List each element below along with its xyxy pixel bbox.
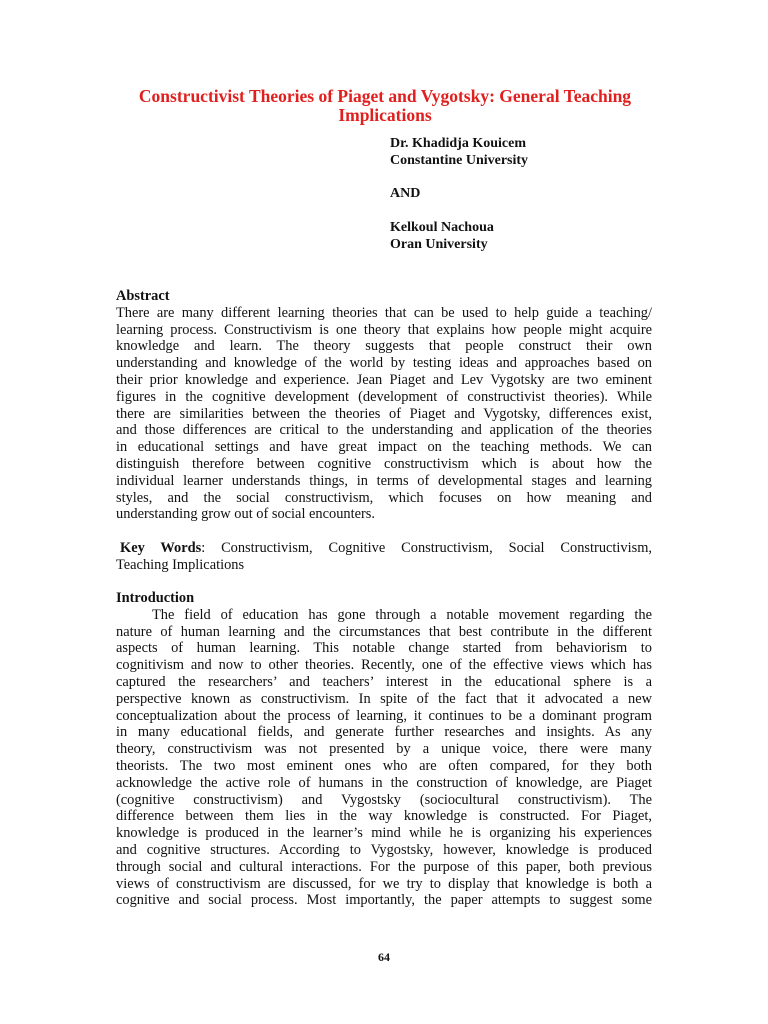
text-line: views of constructivism are discussed, for we try to display that knowledge is both a <box>116 875 652 892</box>
abstract-body <box>116 305 652 523</box>
author-block <box>390 136 528 254</box>
author-affiliation: Constantine University <box>390 152 529 168</box>
introduction-heading: Introduction <box>116 590 195 606</box>
text-line: understanding grow out of social encounters. <box>116 506 375 523</box>
text-line: nature of human learning and the circumstances that best contribute in the different <box>116 623 652 640</box>
text-line: conceptualization about the process of learning, it continues to be a dominant program <box>116 707 652 724</box>
text-line: difference between them lies in the way knowledge is constructed. For Piaget, <box>116 808 652 825</box>
keywords-section <box>116 540 652 574</box>
text-line: in many educational fields, and generate further researches and insights. As any <box>116 724 652 741</box>
abstract-section <box>116 288 652 523</box>
author-name: Kelkoul Nachoua <box>390 219 494 235</box>
text-line: there are similarities between the theories of Piaget and Vygotsky, differences exist, <box>116 405 652 422</box>
paper-title: Constructivist Theories of Piaget and Vygotsky: General Teaching Implications <box>138 86 632 125</box>
introduction-section <box>116 590 652 909</box>
text-line: The field of education has gone through a notable movement regarding the <box>152 606 652 623</box>
introduction-body <box>116 607 652 909</box>
text-line: through social and cultural interactions. For the purpose of this paper, both previous <box>116 858 652 875</box>
author-name: Dr. Khadidja Kouicem <box>390 136 526 151</box>
text-line: perspective known as constructivism. In spite of the fact that it advocated a new <box>116 690 652 707</box>
text-line: knowledge and learn. The theory suggests that people construct their own <box>116 338 652 355</box>
text-line: and cognitive structures. According to Vygostsky, however, knowledge is produced <box>116 841 652 858</box>
text-line: acknowledge the active role of humans in the construction of knowledge, are Piaget <box>116 774 652 791</box>
text-line: theory, constructivism was not presented by a unique voice, there were many <box>116 741 652 758</box>
text-line: and those differences are critical to the understanding and application of the theories <box>116 422 652 439</box>
text-line: theorists. The two most eminent ones who are often compared, for they both <box>116 757 652 774</box>
text-line: knowledge is produced in the learner’s mind while he is organizing his experiences <box>116 825 652 842</box>
text-line: (cognitive constructivism) and Vygostsky (sociocultural constructivism). The <box>116 791 652 808</box>
text-line: cognitive and social process. Most importantly, the paper attempts to suggest some <box>116 892 652 909</box>
text-line: cognitivism and now to other theories. Recently, one of the effective views which has <box>116 657 652 674</box>
text-line: individual learner understands things, in terms of developmental stages and learning <box>116 472 652 489</box>
text-line: learning process. Constructivism is one theory that explains how people might acquire <box>116 321 652 338</box>
author-conjunction: AND <box>390 186 421 202</box>
keywords-line <box>116 540 652 557</box>
page-number: 64 <box>378 950 390 964</box>
text-line: distinguish therefore between cognitive constructivism which is about how the <box>116 455 652 472</box>
abstract-heading: Abstract <box>116 288 170 304</box>
text-line: in educational settings and have great impact on the teaching methods. We can <box>116 439 652 456</box>
keywords-text: : Constructivism, Cognitive Constructivism, Social Constructivism, <box>201 540 652 556</box>
keywords-line: Teaching Implications <box>116 556 245 573</box>
text-line: styles, and the social constructivism, which focuses on how meaning and <box>116 489 652 506</box>
text-line: There are many different learning theories that can be used to help guide a teaching/ <box>116 304 652 321</box>
text-line: understanding and knowledge of the world by testing ideas and approaches based on <box>116 355 652 372</box>
text-line: figures in the cognitive development (development of constructivist theories). While <box>116 388 652 405</box>
text-line: their prior knowledge and experience. Jean Piaget and Lev Vygotsky are two eminent <box>116 371 652 388</box>
keywords-label: Key Words <box>120 540 202 556</box>
author-affiliation: Oran University <box>390 236 488 252</box>
text-line: aspects of human learning. This notable change started from behaviorism to <box>116 640 652 657</box>
text-line: captured the researchers’ and teachers’ interest in the educational sphere is a <box>116 673 652 690</box>
